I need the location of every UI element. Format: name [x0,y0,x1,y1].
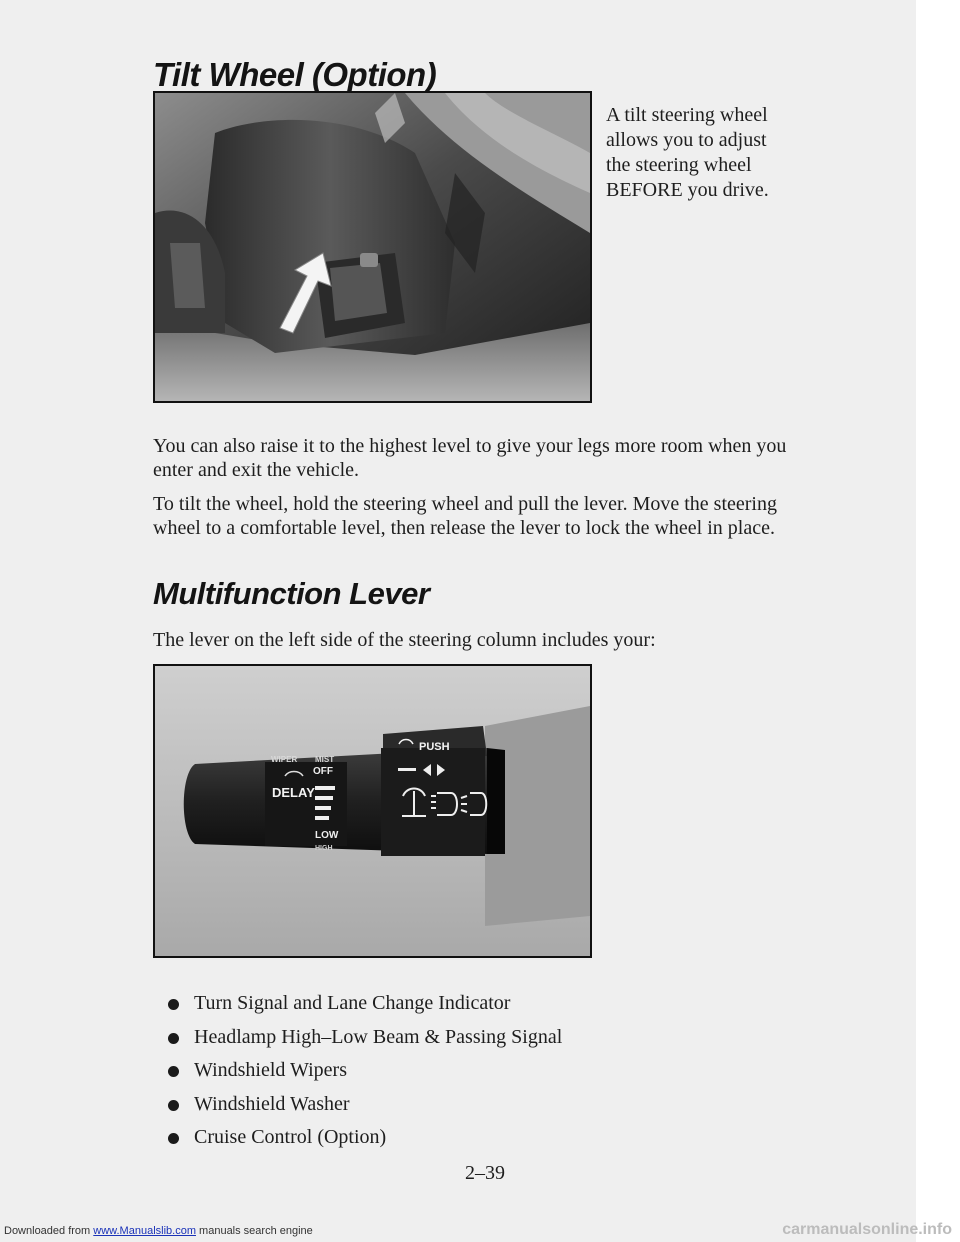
tilt-wheel-photo [153,91,592,403]
footer-prefix: Downloaded from [4,1225,91,1237]
lever-label-mist: MIST [315,755,335,764]
list-item [168,1021,562,1055]
multifunction-lever-heading: Multifunction Lever [153,576,430,611]
lever-label-push: PUSH [419,741,450,753]
list-item [168,1088,562,1122]
multifunction-features-list [168,987,562,1155]
tilt-wheel-paragraph-2: To tilt the wheel, hold the steering wheel and pull the lever. Move the steering wheel to a comfortable level, then release the lever to lock the wheel in place. [153,493,777,539]
list-item-text: Cruise Control (Option) [194,1126,387,1148]
download-footer [4,1225,313,1237]
bullet-dot-icon [168,999,179,1010]
footer-suffix: manuals search engine [199,1225,313,1237]
watermark-text: carmanualsonline.info [782,1221,952,1238]
tilt-wheel-heading: Tilt Wheel (Option) [153,56,437,93]
list-item [168,987,562,1021]
lever-label-wiper: WIPER [271,755,298,764]
lever-label-delay: DELAY [272,785,315,800]
page-number: 2–39 [465,1162,505,1184]
lever-label-low: LOW [315,830,339,841]
lever-label-off: OFF [313,766,333,777]
tilt-wheel-paragraph-1: You can also raise it to the highest level to give your legs more room when you enter and exit the vehicle. [153,435,787,481]
multifunction-lever-photo [153,664,592,958]
list-item-text: Windshield Washer [194,1092,350,1115]
tilt-wheel-intro: A tilt steering wheel allows you to adjust the steering wheel BEFORE you drive. [606,104,769,201]
bullet-dot-icon [168,1033,179,1044]
list-item-text: Headlamp High–Low Beam & Passing Signal [194,1025,563,1048]
lever-label-high: HIGH [315,845,333,852]
bullet-dot-icon [168,1066,179,1077]
list-item [168,1054,562,1088]
list-item-text: Windshield Wipers [194,1059,347,1081]
bullet-dot-icon [168,1100,179,1111]
list-item [168,1121,562,1155]
bullet-dot-icon [168,1133,179,1144]
list-item-text: Turn Signal and Lane Change Indicator [194,992,511,1014]
manualslib-link[interactable]: www.Manualslib.com [93,1225,196,1237]
multifunction-lever-intro: The lever on the left side of the steering column includes your: [153,629,656,651]
